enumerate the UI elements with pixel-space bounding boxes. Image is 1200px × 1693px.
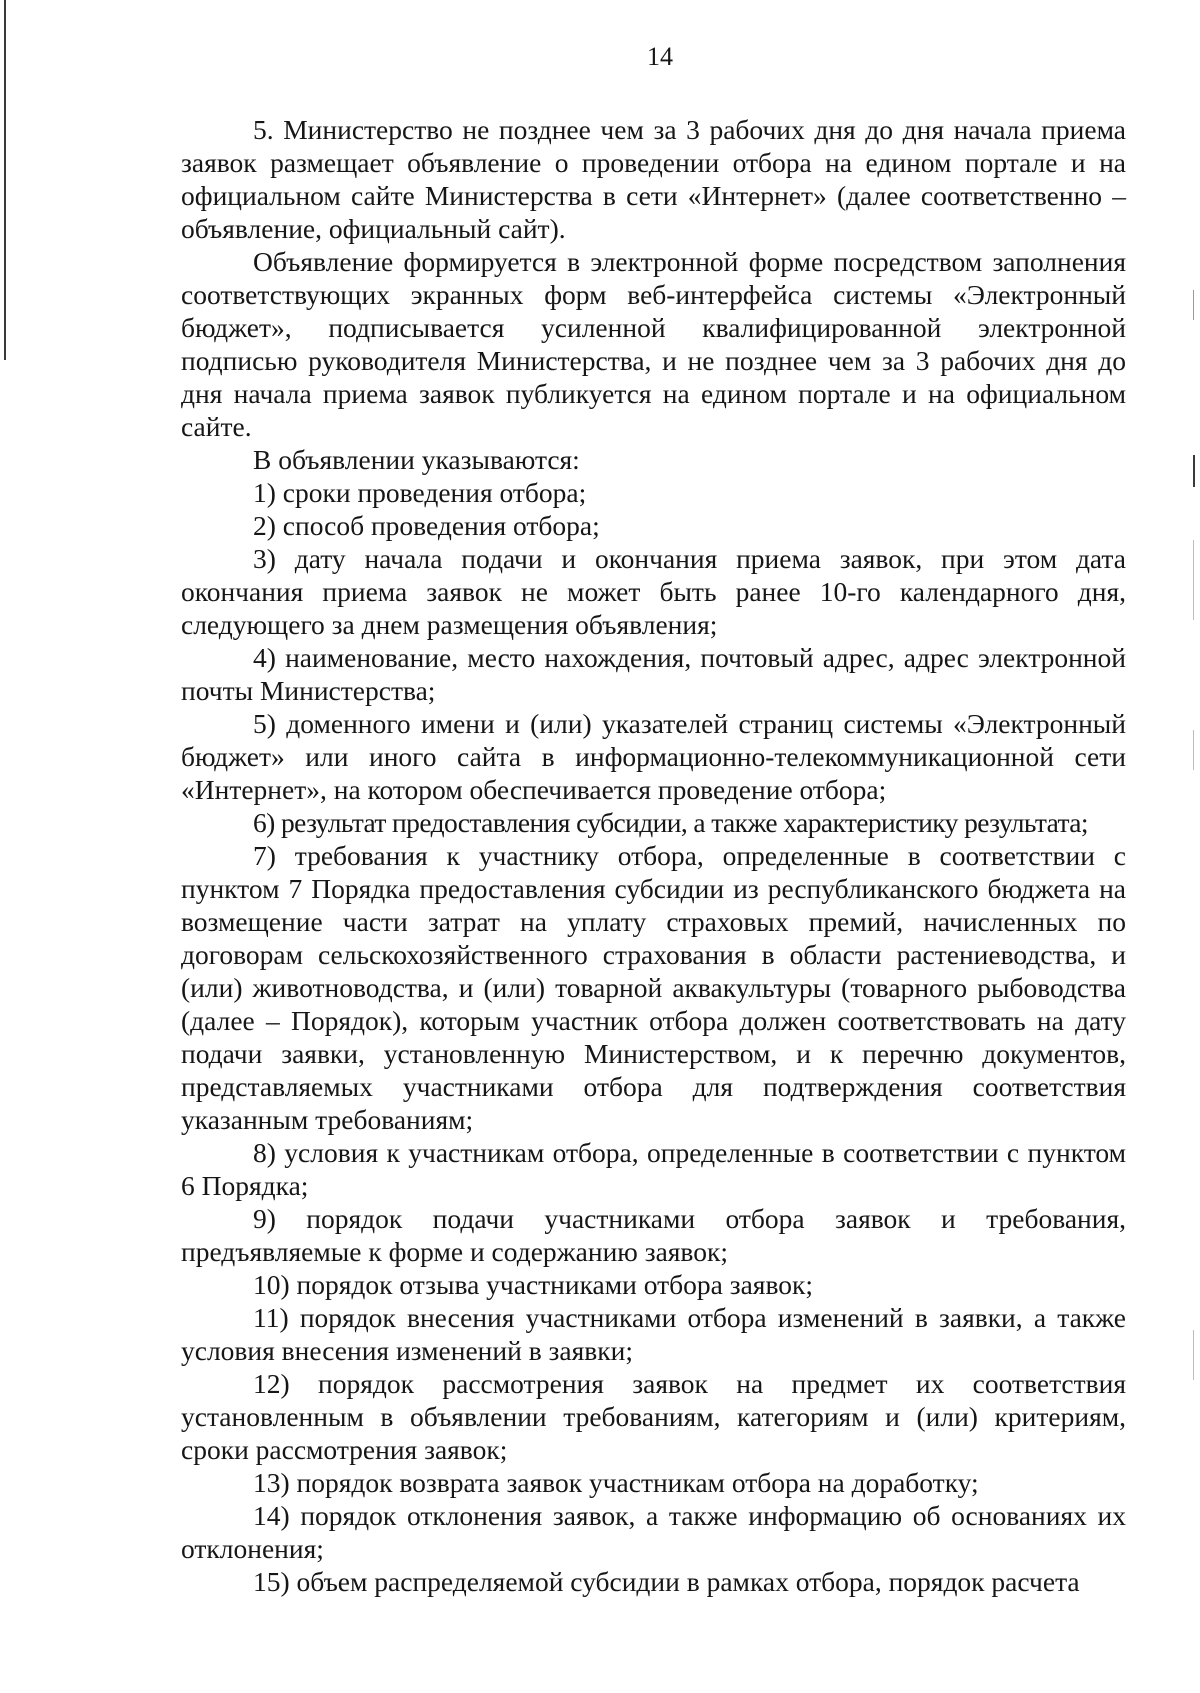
list-item-3: 3) дату начала подачи и окончания приема заявок, при этом дата окончания приема заявок не может быть ранее 10-го календарного дня, следующего за днем размещения объявления; xyxy=(181,543,1126,640)
list-item-6: 6) результат предоставления субсидии, а также характеристику результата; xyxy=(253,807,1088,838)
list-item-4: 4) наименование, место нахождения, почтовый адрес, адрес электронной почты Министерства; xyxy=(181,642,1126,706)
list-item-12: 12) порядок рассмотрения заявок на предмет их соответствия установленным в объявлении требованиям, категориям и (или) критериям, сроки рассмотрения заявок; xyxy=(181,1368,1126,1465)
list-item-10: 10) порядок отзыва участниками отбора заявок; xyxy=(253,1269,813,1300)
scan-edge-mark xyxy=(1193,1330,1194,1380)
paragraph-item-5: 5. Министерство не позднее чем за 3 рабочих дня до дня начала приема заявок размещает объявление о проведении отбора на едином портале и на официальном сайте Министерства в сети «Интернет» (далее соответственно – объявление, официальный сайт). xyxy=(181,114,1126,244)
document-body xyxy=(181,113,1126,1598)
list-item-14: 14) порядок отклонения заявок, а также информацию об основаниях их отклонения; xyxy=(181,1500,1126,1564)
paragraph-announcement-form: Объявление формируется в электронной форме посредством заполнения соответствующих экранных форм веб-интерфейса системы «Электронный бюджет», подписывается усиленной квалифицированной электронной подписью руководителя Министерства, и не позднее чем за 3 рабочих дня до дня начала приема заявок публикуется на едином портале и на официальном сайте. xyxy=(181,246,1126,442)
list-item-7: 7) требования к участнику отбора, определенные в соответствии с пунктом 7 Порядка предоставления субсидии из республиканского бюджета на возмещение части затрат на уплату страховых премий, начисленных по договорам сельскохозяйственного страхования в области растениеводства, и (или) животноводства, и (или) товарной аквакультуры (товарного рыбоводства (далее – Порядок), которым участник отбора должен соответствовать на дату подачи заявки, установленную Министерством, и к перечню документов, представляемых участниками отбора для подтверждения соответствия указанным требованиям; xyxy=(181,840,1126,1135)
list-item-1: 1) сроки проведения отбора; xyxy=(253,477,587,508)
list-item-15: 15) объем распределяемой субсидии в рамках отбора, порядок расчета xyxy=(253,1566,1080,1597)
scan-edge-mark xyxy=(1193,540,1194,620)
scan-edge-mark xyxy=(1193,455,1195,487)
list-item-2: 2) способ проведения отбора; xyxy=(253,510,600,541)
paragraph-announcement-contents: В объявлении указываются: xyxy=(253,444,580,475)
list-item-8: 8) условия к участникам отбора, определенные в соответствии с пунктом 6 Порядка; xyxy=(181,1137,1126,1201)
page-number: 14 xyxy=(647,42,673,71)
scan-edge-mark xyxy=(1193,730,1194,770)
list-item-11: 11) порядок внесения участниками отбора изменений в заявки, а также условия внесения изменений в заявки; xyxy=(181,1302,1126,1366)
list-item-9: 9) порядок подачи участниками отбора заявок и требования, предъявляемые к форме и содержанию заявок; xyxy=(181,1203,1126,1267)
list-item-13: 13) порядок возврата заявок участникам отбора на доработку; xyxy=(253,1467,979,1498)
list-item-5: 5) доменного имени и (или) указателей страниц системы «Электронный бюджет» или иного сайта в информационно-телекоммуникационной сети «Интернет», на котором обеспечивается проведение отбора; xyxy=(181,708,1126,805)
scan-edge-mark xyxy=(1193,290,1194,320)
